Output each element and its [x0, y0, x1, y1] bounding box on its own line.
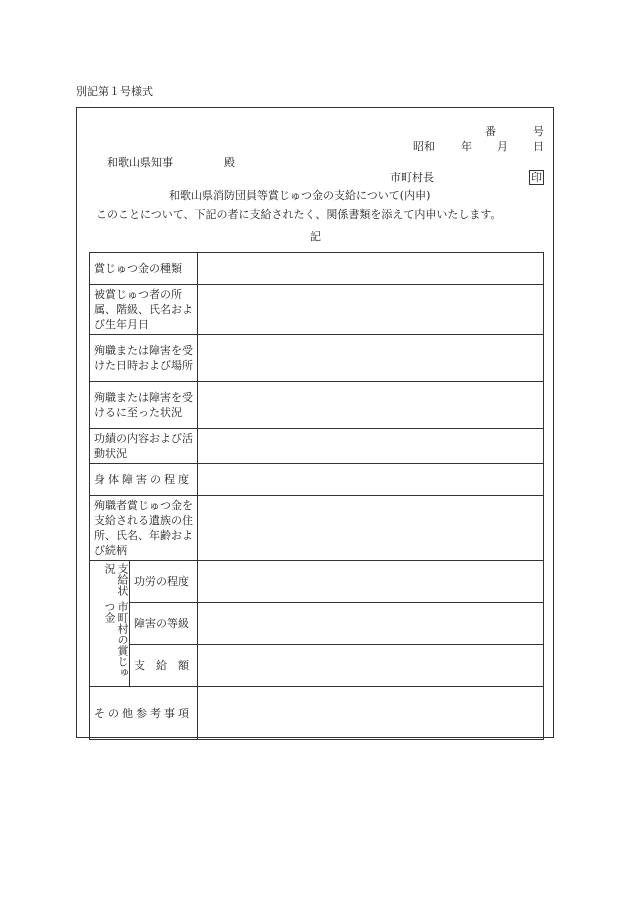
group-label-cell — [90, 561, 130, 687]
year-label: 年 — [461, 140, 472, 153]
table-row — [90, 429, 544, 464]
value-cell-recipient[interactable] — [198, 285, 544, 335]
group-label-payment-status: 支給状況 — [103, 563, 129, 596]
month-label: 月 — [497, 140, 508, 153]
table-row — [90, 464, 544, 496]
value-cell-circumstances[interactable] — [198, 382, 544, 429]
value-cell-incident-time-place[interactable] — [198, 335, 544, 382]
table-row — [90, 335, 544, 382]
row-label-bereaved-family: 殉職者賞じゅつ金を支給される遺族の住所、氏名、年齢および続柄 — [90, 496, 198, 561]
table-row — [90, 496, 544, 561]
value-cell-disability-degree[interactable] — [198, 464, 544, 496]
table-row — [90, 687, 544, 740]
row-label-disability-degree: 身体障害の程度 — [90, 464, 198, 496]
honorific: 殿 — [224, 156, 235, 169]
table-row — [90, 253, 544, 285]
table-row — [90, 645, 544, 687]
row-label-merits: 功績の内容および活動状況 — [90, 429, 198, 464]
table-row — [90, 603, 544, 645]
era-label: 昭和 — [413, 140, 435, 153]
sub-row-label-merit-degree: 功労の程度 — [130, 561, 198, 603]
sender: 市町村長 — [390, 171, 434, 184]
value-cell-other-notes[interactable] — [198, 687, 544, 740]
value-cell-merits[interactable] — [198, 429, 544, 464]
sub-row-label-payment-amount: 支 給 額 — [130, 645, 198, 687]
value-cell-merit-degree[interactable] — [198, 561, 544, 603]
number-suffix-label: 号 — [533, 125, 544, 138]
form-label: 別記第１号様式 — [76, 85, 153, 98]
table-row — [90, 561, 544, 603]
row-label-incident-time-place: 殉職または障害を受けた日時および場所 — [90, 335, 198, 382]
value-cell-payment-amount[interactable] — [198, 645, 544, 687]
sub-row-label-disability-grade: 障害の等級 — [130, 603, 198, 645]
value-cell-award-type[interactable] — [198, 253, 544, 285]
group-label-municipal: 市町村の賞じゅつ金 — [103, 601, 129, 679]
value-cell-bereaved-family[interactable] — [198, 496, 544, 561]
row-label-other-notes: その他参考事項 — [90, 687, 198, 740]
subject-line: 和歌山県消防団員等賞じゅつ金の支給について(内申) — [169, 189, 431, 202]
seal-mark: 印 — [531, 171, 542, 184]
number-label: 番 — [485, 125, 496, 138]
table-row — [90, 382, 544, 429]
application-table — [89, 252, 544, 740]
table-row — [90, 285, 544, 335]
addressee: 和歌山県知事 — [107, 156, 173, 169]
row-label-recipient: 被賞じゅつ者の所属、階級、氏名および生年月日 — [90, 285, 198, 335]
row-label-award-type: 賞じゅつ金の種類 — [90, 253, 198, 285]
day-label: 日 — [533, 140, 544, 153]
value-cell-disability-grade[interactable] — [198, 603, 544, 645]
intro-text: このことについて、下記の者に支給されたく、関係書類を添えて内申いたします。 — [96, 208, 502, 221]
ki-heading: 記 — [310, 230, 321, 243]
row-label-circumstances: 殉職または障害を受けるに至った状況 — [90, 382, 198, 429]
